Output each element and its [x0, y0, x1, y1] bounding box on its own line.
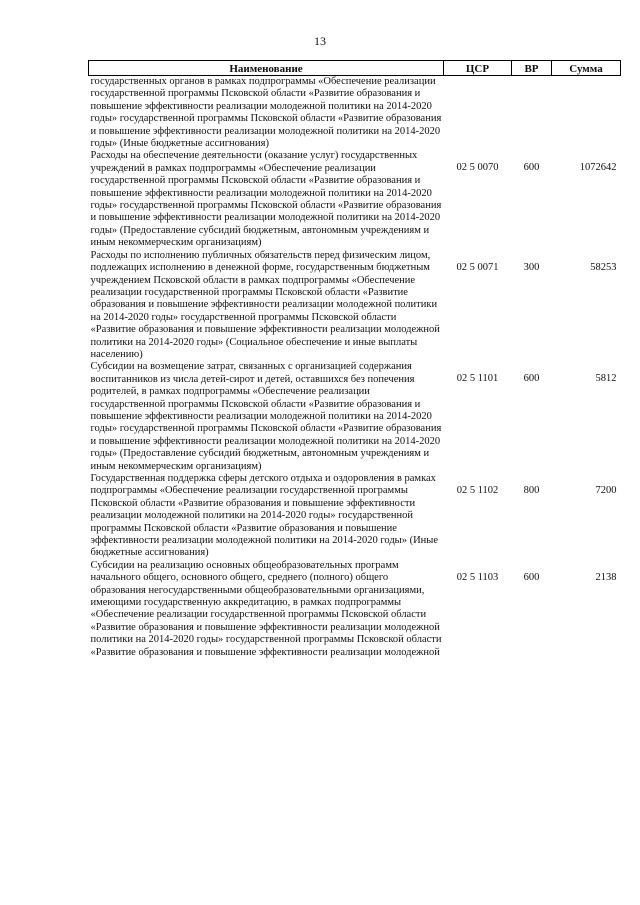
header-name: Наименование [89, 61, 444, 76]
table-row [89, 250, 621, 362]
row-name: Субсидии на возмещение затрат, связанных с организацией содержания воспитанников из числа детей-сирот и детей, оставшихся без попечения родителей, в рамках подпрограммы «Обеспечение реализации государственной программы Псковской области «Развитие образования и повышение эффективности реализации молодежной политики на 2014-2020 годы» государственной программы Псковской области «Развитие образования и повышение эффективности реализации молодежной политики на 2014-2020 годы» (Предоставление субсидий бюджетным, автономным учреждениям и иным некоммерческим организациям) [90, 361, 442, 472]
row-csr: 02 5 0070 [456, 162, 499, 174]
row-csr [444, 76, 512, 151]
row-vr: 600 [523, 162, 540, 174]
row-sum: 1072642 [579, 162, 617, 174]
row-sum [552, 76, 621, 151]
row-vr: 600 [523, 373, 540, 385]
row-csr: 02 5 1101 [456, 373, 499, 385]
row-csr: 02 5 1102 [456, 485, 499, 496]
row-name: Государственная поддержка сферы детского отдыха и оздоровления в рамках подпрограммы «Обеспечение реализации государственной программы Псковской области «Развитие образования и повышение эффективности реализации молодежной политики на 2014-2020 годы» государственной программы Псковской области «Развитие образования и повышение эффективности реализации молодежной политики на 2014-2020 годы» (Иные бюджетные ассигнования) [90, 473, 439, 559]
row-vr: 600 [523, 571, 540, 583]
table-header-row [89, 61, 621, 76]
row-name: Расходы по исполнению публичных обязательств перед физическим лицом, подлежащих исполнению в денежной форме, государственным бюджетным учреждением Псковской области в рамках подпрограммы «Обеспечение реализации государственной программы Псковской области «Развитие образования и повышение эффективности реализации молодежной политики на 2014-2020 годы» государственной программы Псковской области «Развитие образования и повышение эффективности реализации молодежной политики на 2014-2020 годы» (Социальное обеспечение и иные выплаты населению) [90, 249, 440, 360]
page-number: 13 [314, 34, 326, 48]
row-csr: 02 5 1103 [456, 571, 499, 583]
row-sum: 2138 [595, 571, 617, 583]
budget-table [88, 60, 621, 659]
row-sum: 5812 [595, 373, 617, 385]
row-name: Расходы на обеспечение деятельности (оказание услуг) государственных учреждений в рамках подпрограммы «Обеспечение реализации государственной программы Псковской области «Развитие образования и повышение эффективности реализации молодежной политики на 2014-2020 годы» государственной программы Псковской области «Развитие образования и повышение эффективности реализации молодежной политики на 2014-2020 годы» (Предоставление субсидий бюджетным, автономным учреждениям и иным некоммерческим организациям) [90, 150, 442, 249]
table-row [89, 473, 621, 560]
row-csr: 02 5 0071 [456, 261, 499, 273]
table-row [89, 76, 621, 151]
header-csr: ЦСР [444, 61, 512, 76]
row-vr: 800 [523, 485, 540, 496]
header-sum: Сумма [552, 61, 621, 76]
row-vr [512, 76, 552, 151]
table-row [89, 361, 621, 473]
row-name: государственных органов в рамках подпрограммы «Обеспечение реализации государственной программы Псковской области «Развитие образования и повышение эффективности реализации молодежной политики на 2014-2020 годы» государственной программы Псковской области «Развитие образования и повышение эффективности реализации молодежной политики на 2014-2020 годы» (Иные бюджетные ассигнования) [90, 76, 442, 150]
table-row [89, 150, 621, 249]
row-vr: 300 [523, 261, 540, 273]
row-name: Субсидии на реализацию основных общеобразовательных программ начального общего, основного общего, среднего (полного) общего образования негосударственными общеобразовательными организациями, имеющими государственную аккредитацию, в рамках подпрограммы «Обеспечение реализации государственной программы Псковской области «Развитие образования и повышение эффективности реализации молодежной политики на 2014-2020 годы» государственной программы Псковской области «Развитие образования и повышение эффективности реализации молодежной [90, 559, 442, 658]
row-sum: 7200 [595, 485, 617, 496]
table-row [89, 560, 621, 659]
header-vr: ВР [512, 61, 552, 76]
row-sum: 58253 [590, 261, 617, 273]
